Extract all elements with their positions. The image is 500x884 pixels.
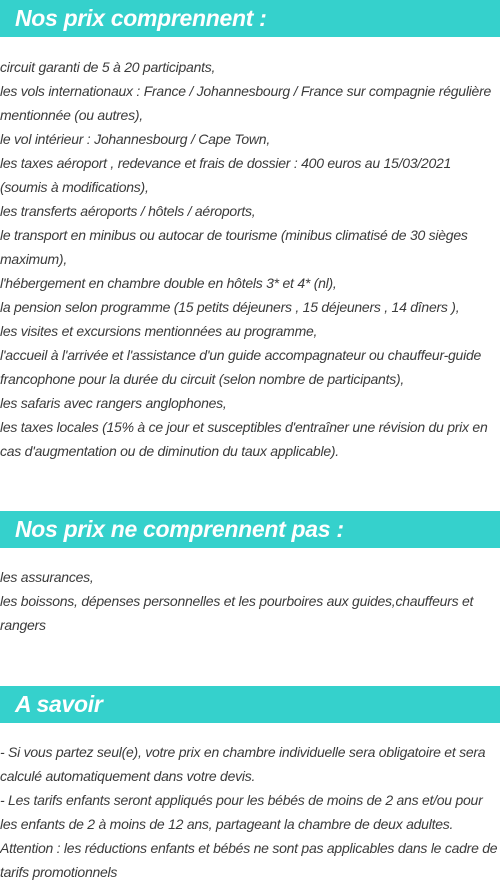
list-item: l'hébergement en chambre double en hôtels 3* et 4* (nl), [0,275,337,291]
list-item: les taxes aéroport , redevance et frais de dossier : 400 euros au 15/03/2021 (soumis à modifications), [0,155,452,195]
list-item: - Si vous partez seul(e), votre prix en chambre individuelle sera obligatoire et sera calculé automatiquement dans votre devis. [0,744,486,784]
list-item: la pension selon programme (15 petits déjeuners , 15 déjeuners , 14 dîners ), [0,299,460,315]
list-item: - Les tarifs enfants seront appliqués pour les bébés de moins de 2 ans et/ou pour les enfants de 2 à moins de 12 ans, partageant la chambre de deux adultes. [0,792,483,832]
list-item: le transport en minibus ou autocar de tourisme (minibus climatisé de 30 sièges maximum), [0,227,468,267]
list-item: les visites et excursions mentionnées au programme, [0,323,318,339]
section-title-a-savoir: A savoir [0,686,500,723]
list-item: circuit garanti de 5 à 20 participants, [0,59,216,75]
list-item: les assurances, [0,569,94,585]
list-item: l'accueil à l'arrivée et l'assistance d'un guide accompagnateur ou chauffeur-guide francophone pour la durée du circuit (selon nombre de participants), [0,347,482,387]
list-item: les vols internationaux : France / Johannesbourg / France sur compagnie régulière mentionnée (ou autres), [0,83,492,123]
section-title-included: Nos prix comprennent : [0,0,500,37]
not-included-list [0,565,500,637]
section-title-not-included: Nos prix ne comprennent pas : [0,511,500,548]
list-item: le vol intérieur : Johannesbourg / Cape Town, [0,131,270,147]
list-item: les boissons, dépenses personnelles et les pourboires aux guides,chauffeurs et rangers [0,593,474,633]
included-list [0,55,500,463]
list-item: les safaris avec rangers anglophones, [0,395,227,411]
list-item: les taxes locales (15% à ce jour et susceptibles d'entraîner une révision du prix en cas d'augmentation ou de diminution du taux applicable). [0,419,488,459]
list-item: les transferts aéroports / hôtels / aéroports, [0,203,256,219]
list-item: Attention : les réductions enfants et bébés ne sont pas applicables dans le cadre de tarifs promotionnels [0,840,498,880]
a-savoir-list [0,740,500,884]
